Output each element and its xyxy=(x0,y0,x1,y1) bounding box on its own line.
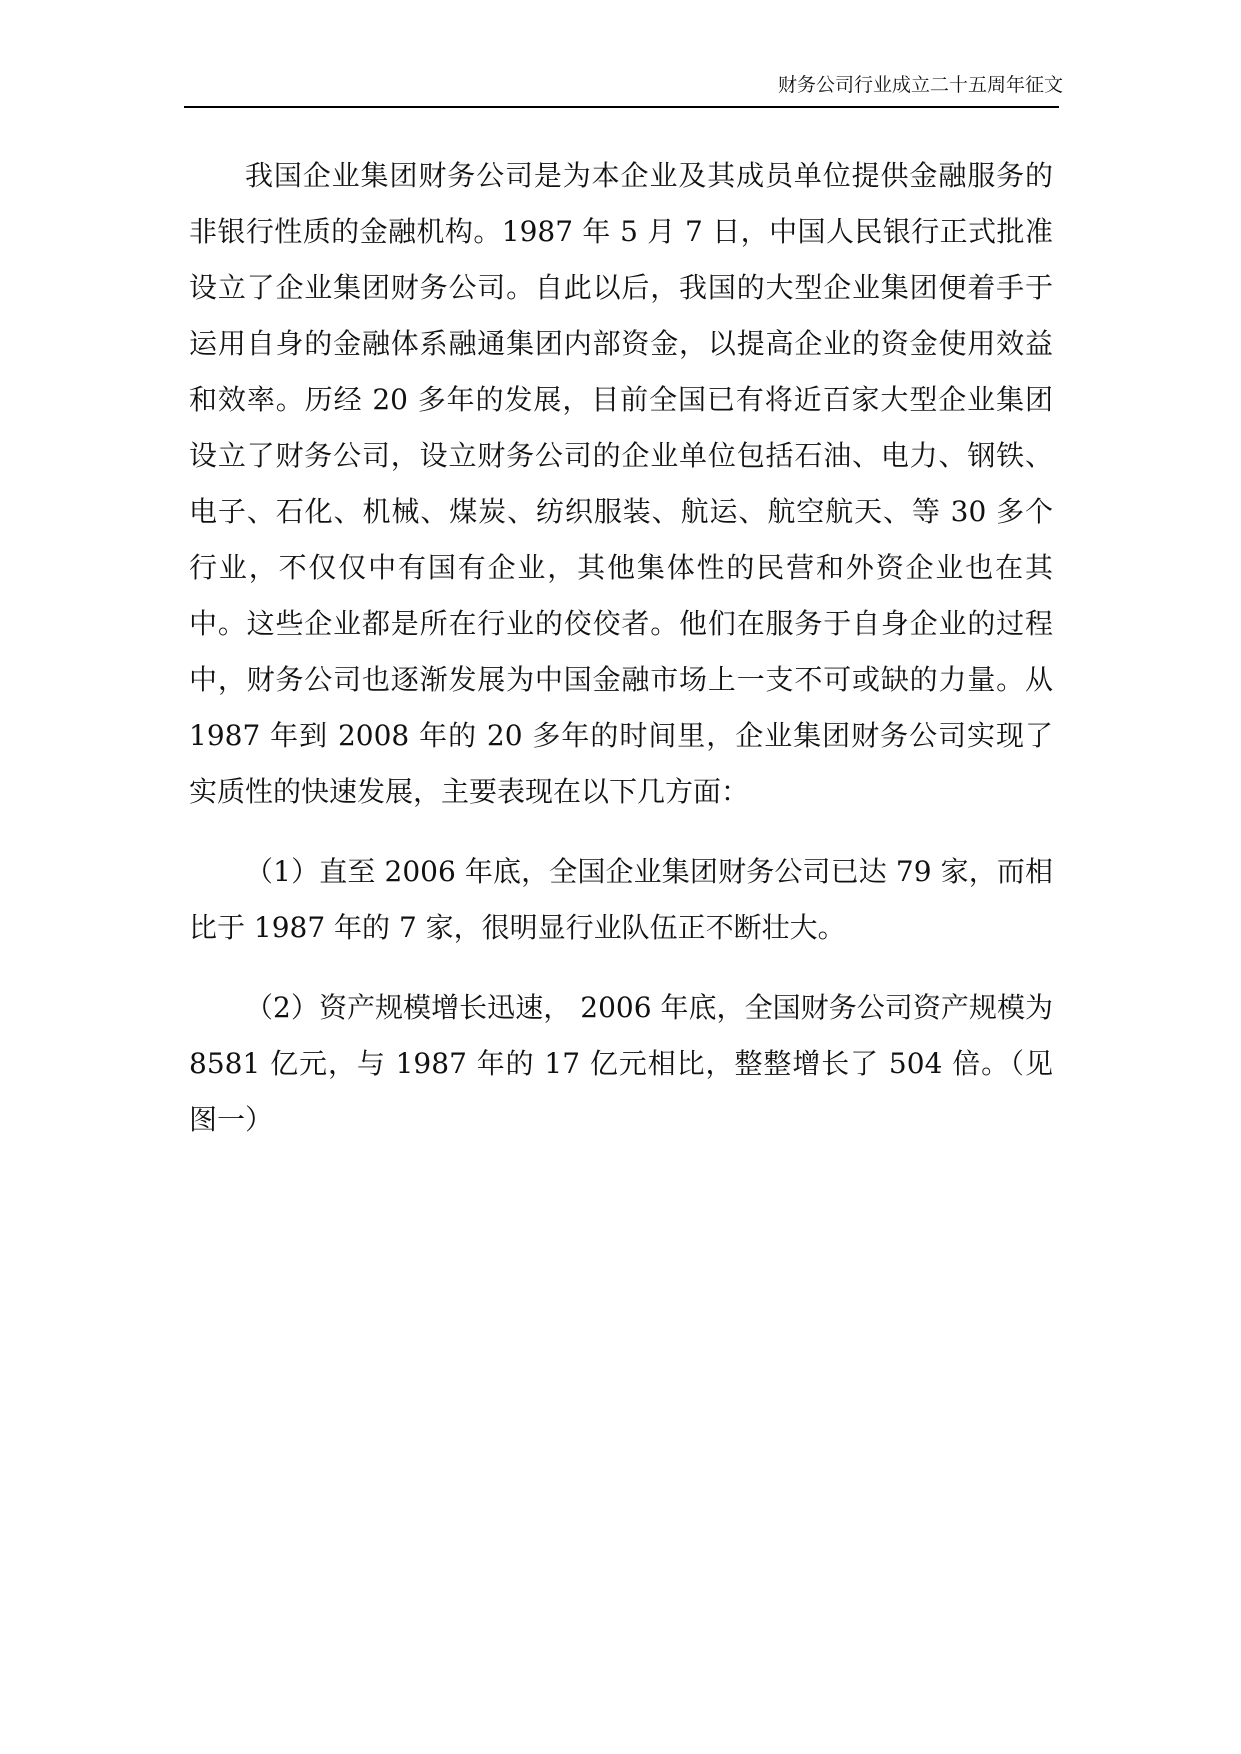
header-divider xyxy=(184,106,1059,108)
document-body xyxy=(189,148,1053,1148)
page-header-title: 财务公司行业成立二十五周年征文 xyxy=(777,74,1063,96)
paragraph-intro: 我国企业集团财务公司是为本企业及其成员单位提供金融服务的非银行性质的金融机构。1987 年 5 月 7 日，中国人民银行正式批准设立了企业集团财务公司。自此以后，我国的大型企业集团便着手于运用自身的金融体系融通集团内部资金，以提高企业的资金使用效益和效率。历经 20 多年的发展，目前全国已有将近百家大型企业集团设立了财务公司，设立财务公司的企业单位包括石油、电力、钢铁、电子、石化、机械、煤炭、纺织服装、航运、航空航天、等 30 多个行业，不仅仅中有国有企业，其他集体性的民营和外资企业也在其中。这些企业都是所在行业的佼佼者。他们在服务于自身企业的过程中，财务公司也逐渐发展为中国金融市场上一支不可或缺的力量。从 1987 年到 2008 年的 20 多年的时间里，企业集团财务公司实现了实质性的快速发展，主要表现在以下几方面： xyxy=(189,159,1053,808)
paragraph-point-2: （2）资产规模增长迅速， 2006 年底，全国财务公司资产规模为 8581 亿元，与 1987 年的 17 亿元相比，整整增长了 504 倍。（见图一） xyxy=(189,991,1053,1136)
paragraph-point-1: （1）直至 2006 年底，全国企业集团财务公司已达 79 家，而相比于 1987 年的 7 家，很明显行业队伍正不断壮大。 xyxy=(189,855,1053,944)
